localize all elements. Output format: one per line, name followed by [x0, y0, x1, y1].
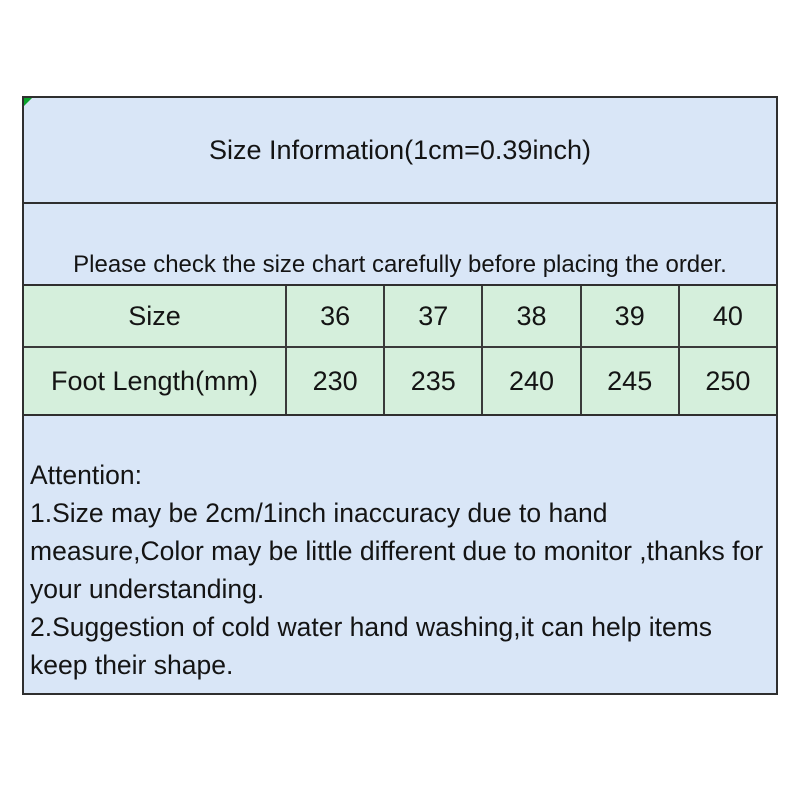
- attention-section: [24, 416, 776, 693]
- table-size-value: 40: [678, 286, 776, 346]
- table-size-value: 36: [285, 286, 383, 346]
- table-footlength-value: 250: [678, 346, 776, 414]
- table-header-size-label: Size: [128, 300, 181, 331]
- note-row: [24, 204, 776, 286]
- note-text: Please check the size chart carefully before placing the order.: [73, 251, 727, 278]
- table-footlength-value: 245: [580, 346, 678, 414]
- table-size-value: 38: [481, 286, 579, 346]
- table-size-value: 39: [580, 286, 678, 346]
- table-footlength-value: 240: [481, 346, 579, 414]
- attention-item-1: 1.Size may be 2cm/1inch inaccuracy due to hand measure,Color may be little different due to monitor ,thanks for your understanding.: [30, 498, 764, 604]
- table-footlength-value: 230: [285, 346, 383, 414]
- title-row: [24, 98, 776, 204]
- size-table: [24, 286, 776, 416]
- table-footlength-label: Foot Length(mm): [24, 346, 285, 414]
- attention-item-2: 2.Suggestion of cold water hand washing,it can help items keep their shape.: [30, 612, 713, 680]
- page-title: Size Information(1cm=0.39inch): [209, 134, 591, 165]
- table-footlength-value: 235: [383, 346, 481, 414]
- size-info-panel: [22, 96, 778, 695]
- attention-heading: Attention:: [30, 460, 142, 490]
- table-size-value: 37: [383, 286, 481, 346]
- green-corner-mark: [24, 98, 32, 106]
